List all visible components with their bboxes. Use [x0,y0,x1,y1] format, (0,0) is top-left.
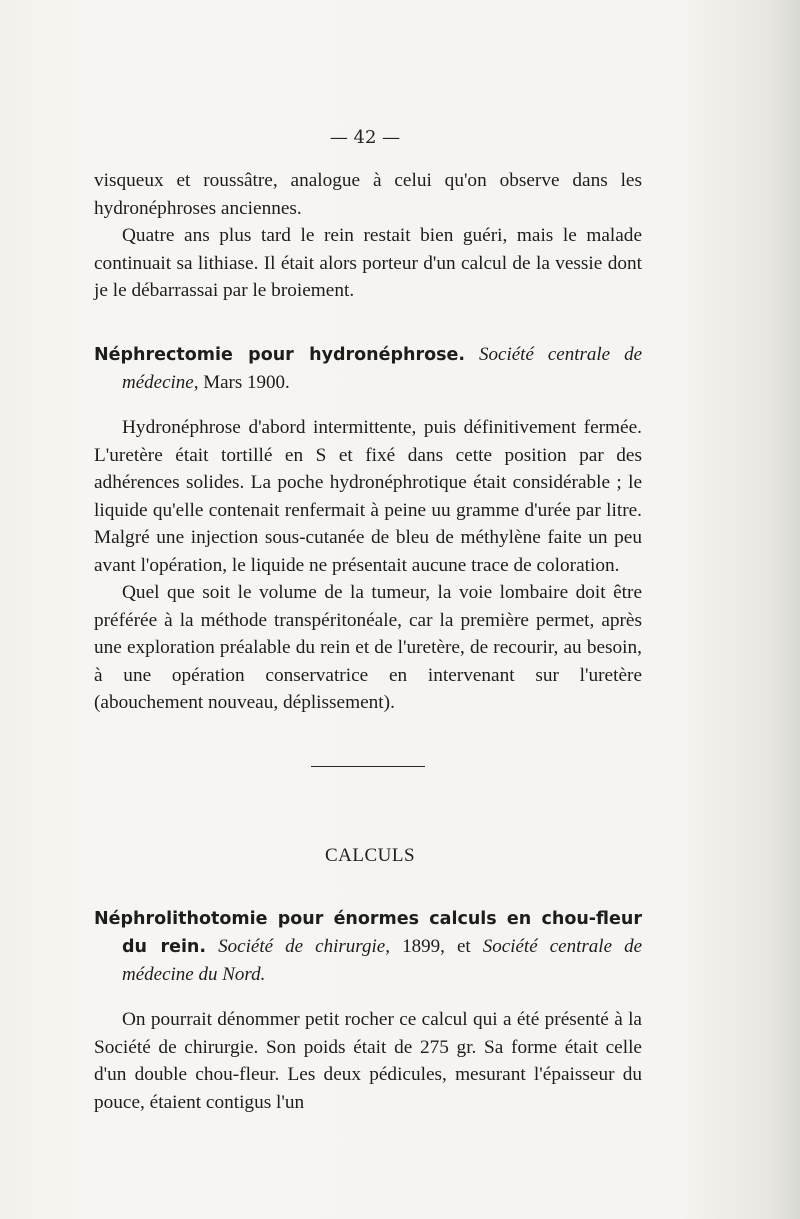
paragraph-continued: visqueux et roussâtre, analogue à celui qu'on observe dans les hydronéphroses anciennes. [94,170,642,219]
nephrectomie-source: Société centrale de médecine, [122,344,642,393]
nephrectomie-heading [94,341,642,396]
section-heading-calculs: CALCULS [324,845,416,866]
nephrolithotomie-source-2: Société centrale de médecine du Nord. [122,936,643,985]
continued-text-block [94,167,642,305]
paragraph-petit-rocher: On pourrait dénommer petit rocher ce calcul qui a été présenté à la Société de chirurgie. Son poids était de 275 gr. Sa forme était celle d'un double chou-fleur. Les deux pédicules, mesurant l'épaisseur du pouce, étaient contigus l'un [94,1009,642,1113]
nephrectomie-date: Mars 1900. [203,372,290,393]
nephrolithotomie-year: 1899, et [402,936,471,957]
page-number: — 42 — [329,127,401,148]
paragraph-lithiase: Quatre ans plus tard le rein restait bien guéri, mais le malade continuait sa lithiase. Il était alors porteur d'un calcul de la vessie dont je le débarrassai par le broiement. [94,225,642,301]
nephrolithotomie-section [94,905,642,1116]
nephrolithotomie-source-1: Société de chirurgie, [218,936,390,957]
nephrectomie-title: Néphrectomie pour hydronéphrose. [94,345,466,365]
section-divider [311,766,425,767]
nephrectomie-section [94,341,642,717]
paragraph-hydronephrose: Hydronéphrose d'abord intermittente, puis définitivement fermée. L'uretère était tortillé en S et fixé dans cette position par des adhérences solides. La poche hydronéphrotique était considérable ; le liquide qu'elle contenait renfermait à peine uu gramme d'urée par litre. Malgré une injection sous-cutanée de bleu de méthylène faite un peu avant l'opération, le liquide ne présentait aucune trace de coloration. [94,417,642,576]
paragraph-voie-lombaire: Quel que soit le volume de la tumeur, la voie lombaire doit être préférée à la méthode transpéritonéale, car la première permet, après une exploration préalable du rein et de l'uretère, de recourir, au besoin, à une opération conservatrice en intervenant sur l'uretère (abouchement nouveau, déplissement). [94,582,642,713]
nephrolithotomie-heading [94,905,642,988]
nephrolithotomie-title: Néphrolithotomie pour énormes calculs en chou-fleur du rein. [94,909,642,957]
